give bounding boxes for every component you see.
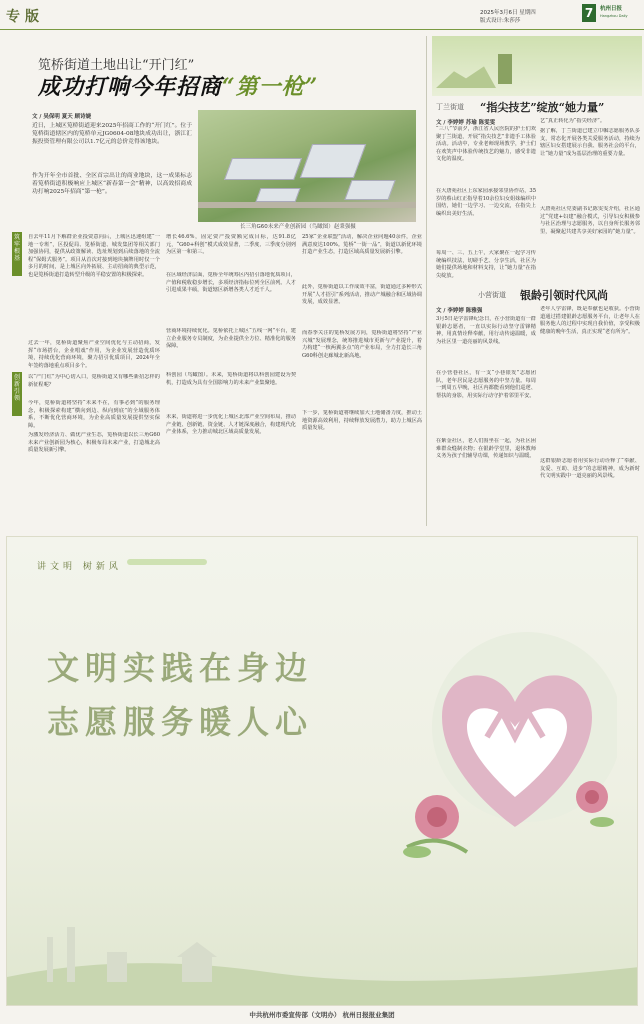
lead-col3-p2: 此外，笕桥街道以工作成效丰富，街道通过多种形式开展“人才招引”系列活动，推动产城融合和区域协调发展，成效显著。 xyxy=(302,284,422,306)
section-label: 专版 xyxy=(6,9,44,25)
story1-p4: 艺“真正转化为“指尖经济”。 xyxy=(540,118,606,124)
lead-col1-p4: 今年，笕桥街道将坚持“未来不在，有事必到”的服务理念，积极探索构建“横向到边、纵向到底”的全域服务体系，不断优化营商环境，为企业高质量发展提供坚实保障。 xyxy=(28,400,160,429)
story2-p5: 这群银龄志愿者用实际行动诠释了“奉献、友爱、互助、进步”的志愿精神，成为新时代文明实践中一道亮丽的风景线。 xyxy=(540,458,640,480)
photo-caption: 长三角G60未来产业创新园（鸟瞰图）赵秉强摄 xyxy=(240,224,356,230)
lead-col1-p5: 为激发经济活力、做优产业生态，笕桥街道以长三角G60未来产业创新园为核心，积极布局未来产业，打造城北高质量发展新引擎。 xyxy=(28,432,160,454)
side-label-1: 筑牢根基 xyxy=(12,232,22,276)
city-skyline-icon xyxy=(7,897,638,1006)
lead-col2-p4: 科创园（鸟瞰图）。未来，笕桥街道将以科创园建设为契机，打造成为具有全国影响力的未来产业集聚地。 xyxy=(166,372,296,386)
lead-col3-p3: 而春季关注的笕桥发展方向，笕桥街道将坚持“产业兴城”发展理念，统筹推进城市更新与产业提升，着力构建“一核两翼多点”的产业布局，全力打造长三角G60科创走廊城北新高地。 xyxy=(302,330,422,359)
issue-date: 2025年3月6日 星期四 xyxy=(480,10,536,16)
story2-p1: 3月5日是学雷锋纪念日，在小营街道有一群银龄志愿者，一直以实际行动坚守雷锋精神，用真情诠释奉献，用行动传递温暖，成为社区里一道亮丽的风景线。 xyxy=(436,316,536,345)
layout-editor: 版式设计:朱莎莎 xyxy=(480,18,521,24)
lead-col1-p1: 自去年11月下解群企业投资意向后，上城区迅速组建“一地一专班”，区投促局、笕桥街道、城发集团等相关部门加强协同，提供从政策解读、选址规划到后续落地的全流程“保姆式服务”。项目从首次对接到地块摘牌用时仅一个多月的时间，是上城区向外拓展、主动招商的典型示范，也是笕桥街道打造转型升级的平稳安置的积极探索。 xyxy=(28,234,160,278)
masthead xyxy=(600,6,640,20)
lead-title xyxy=(38,70,318,101)
masthead-cn: 杭州日报 xyxy=(600,6,623,12)
lead-col2-p1: 增长46.6%，固定资产投资额完成目标，达91.8亿元，“G60+科创”模式成效显著，二季度、三季度分别列为区第一和第三。 xyxy=(166,234,296,256)
story2-location: 小营街道 xyxy=(478,291,506,299)
date-line xyxy=(480,8,536,24)
lead-col2-p2: 在区域经济层面，笕桥全年统筹区内招引落地优质项目，产值和税收稳步增长，多项经济指标位列全区前列。人才引进成果丰硕，街道辖区新增各类人才近千人。 xyxy=(166,272,296,294)
lead-col1-p3: 以“产门红”为中心切入口，笕桥街道又有哪些新招怎样的新征程呢？ xyxy=(28,374,160,388)
story2-p2: 在小营巷社区，有一支“小巷银发”志愿团队，老年居民是志愿服务的中坚力量。每周一到周五早晚，社区内都能看到他们巡逻、帮扶的身影，用实际行动守护着邻里平安。 xyxy=(436,370,536,399)
poster-line-1: 文明实践在身边 xyxy=(47,649,314,687)
side-label-2: 创新引领 xyxy=(12,372,22,416)
story1-p6: 大唐苑社区党委副书记陈雯雯介绍，社区通过“党建+妇建”融合模式，引导妇女积极参与社区治理与志愿服务，以自身所长服务邻里，凝聚起共建共享美好家园的“她力量”。 xyxy=(540,206,640,235)
page-number: 7 xyxy=(582,4,596,22)
story1-p2: 在大唐苑社区上东家园承接邻里协作站，35岁的蔡山红正指导着10余位妇女姐妹编织中国结，她们一边学习、一边交流，在指尖上编织出美好生活。 xyxy=(436,188,536,217)
story1-title: “指尖技艺”绽放“她力量” xyxy=(480,101,605,114)
page-footer: 中共杭州市委宣传部（文明办） 杭州日报报业集团 xyxy=(249,1011,395,1019)
poster-line-2: 志愿服务暖人心 xyxy=(47,703,314,741)
story2-p3: 在紫金社区，老人们围坐在一起，为社区困难群众缝制衣物；在银龄学堂里，退休教师义务为孩子们辅导功课，传递知识与温暖。 xyxy=(436,438,536,460)
today-shangcheng-banner xyxy=(432,36,642,96)
aerial-photo xyxy=(198,110,416,222)
story1-p3: 每周一、三、五上午，大家聚在一起学习传统编织技法，切磋手艺、分享生活，社区为她们提供场地和材料支持，让“她力量”在指尖绽放。 xyxy=(436,250,536,279)
lead-col3-p4: 下一步，笕桥街道将继续加大土地储备力度，推动土地资源高效利用，持续释放发展潜力，助力上城区高质量发展。 xyxy=(302,410,422,432)
lead-intro-1: 近日，上城区笕桥街道迎来2025年招商工作的“开门红”。位于笕桥街道辖区内的笕桥单元JG0604-08地块成功出让，浙江汇振投资管理有限公司以1.7亿元的总价竞得该地块。 xyxy=(32,123,192,145)
civility-poster xyxy=(6,536,638,1006)
lead-col1-p2: 过去一年，笕桥街道聚焦产业空间优化与主动招商，发挥“市场搭台，企业唱戏”作用，为企业发展营造优质环境，持续优化营商环境，聚力招引优质项目，2024年全年签约落地重点项目多个。 xyxy=(28,340,160,369)
story2-p4: 老年人学雷锋，既是奉献也是收获。小营街道通过搭建银龄志愿服务平台，让老年人在服务他人的过程中实现自我价值，享受积极健康的晚年生活，真正实现“老有所为”。 xyxy=(540,306,640,335)
lead-col3-p1: 25家“企业联盟”活动，解决企业问题40余件，企业满意度达100%。笕桥“一街一品”，街道以新优环境打造产业生态，打造区域高质量发展新引擎。 xyxy=(302,234,422,256)
masthead-en: Hangzhou Daily xyxy=(600,14,628,18)
volunteer-heart-icon xyxy=(347,607,617,907)
lead-title-highlight: “第一枪” xyxy=(222,74,319,100)
column-divider xyxy=(426,36,427,526)
page-header xyxy=(0,0,644,30)
poster-slogan: 讲文明 树新风 xyxy=(37,562,122,572)
story1-byline: 文 / 李婷婷 苏瑜 陈雯雯 xyxy=(436,120,496,126)
story1-location: 丁兰街道 xyxy=(436,103,464,111)
lead-intro-2: 作为开年全市首批、全区首宗出让的商业地块，这一成果标志着笕桥街道积极响应上城区“新春第一会”精神，以高效招商成功打响2025年招商“第一枪”。 xyxy=(32,173,192,195)
lead-byline: 文 / 吴保明 夏天 顾诗婕 xyxy=(32,114,92,120)
story2-title: 银龄引领时代风尚 xyxy=(520,289,608,302)
lead-title-plain: 成功打响今年招商 xyxy=(38,74,223,100)
story2-byline: 文 / 李婷婷 陈雅强 xyxy=(436,308,483,314)
lead-col2-p5: 未来，街道将进一步优化上城区北部产业空间布局，推动产业链、创新链、资金链、人才链深度融合，构建现代化产业体系，全力推动城北区域高质量发展。 xyxy=(166,414,296,436)
lead-kicker: 笕桥街道土地出让“开门红” xyxy=(38,58,195,73)
story1-p5: 据了解，丁兰街道已建立巾帼志愿服务队多支，常态化开展各类关爱服务活动，持续为辖区妇女搭建展示自我、服务社会的平台，让“她力量”成为基层治理的重要力量。 xyxy=(540,128,640,157)
story1-p1: “三八”节前夕，浙江省人民医院的护士们欢聚丁兰街道，开展“指尖技艺”非遗手工体验活动。活动中，专业老师现场教学，护士们在欢笑声中体验传统技艺的魅力，感受非遗文化的温度。 xyxy=(436,126,536,163)
lead-col2-p3: 营商环境持续优化。笕桥依托上城区“五线一网”平台，建立企业服务专员制度，为企业提供全方位、精准化的服务保障。 xyxy=(166,328,296,350)
